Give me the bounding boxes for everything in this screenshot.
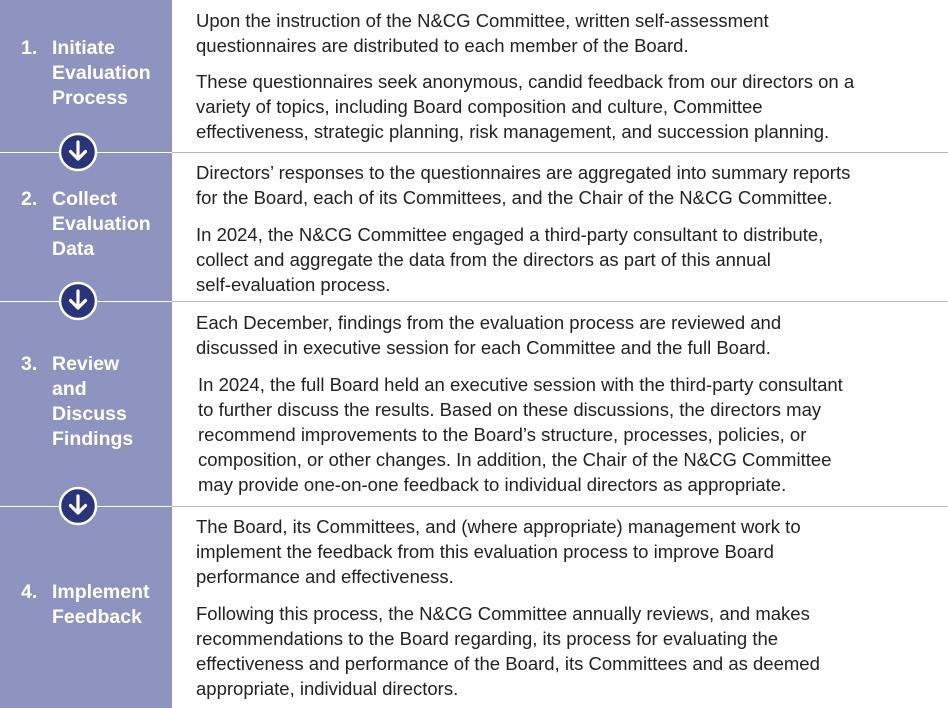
section-4-paragraph-1 (196, 514, 941, 589)
step-title-line: Implement (52, 581, 150, 603)
text-line: to further discuss the results. Based on these discussions, the directors may (198, 399, 822, 420)
step-title-line: Collect (52, 188, 118, 210)
step-title (52, 580, 167, 630)
step-number: 3. (21, 353, 38, 375)
section-3-paragraph-2 (198, 372, 943, 497)
text-line: discussed in executive session for each Committee and the full Board. (196, 337, 771, 358)
text-line: performance and effectiveness. (196, 566, 454, 587)
step-title-line: Process (52, 87, 128, 109)
text-line: The Board, its Committees, and (where appropriate) management work to (196, 516, 801, 537)
step-title-line: Discuss (52, 403, 127, 425)
text-line: for the Board, each of its Committees, and the Chair of the N&CG Committee. (196, 187, 833, 208)
section-divider (172, 506, 948, 507)
text-line: appropriate, individual directors. (196, 678, 459, 699)
section-3-paragraph-1 (196, 310, 941, 360)
section-4-paragraph-2 (196, 601, 941, 701)
step-1-label (0, 36, 172, 111)
text-line: Each December, findings from the evaluation process are reviewed and (196, 312, 782, 333)
step-title (52, 36, 167, 111)
step-title-line: Evaluation (52, 213, 151, 235)
arrow-down-circle-icon (58, 132, 98, 172)
section-1-paragraph-1 (196, 8, 941, 58)
arrow-down-circle-icon (58, 486, 98, 526)
arrow-down-circle-icon (58, 281, 98, 321)
step-title-line: and (52, 378, 87, 400)
step-4-label (0, 580, 172, 630)
step-2-label (0, 187, 172, 262)
step-title-line: Feedback (52, 606, 142, 628)
text-line: variety of topics, including Board composition and culture, Committee (196, 96, 763, 117)
step-number: 2. (21, 188, 38, 210)
text-line: Following this process, the N&CG Committee annually reviews, and makes (196, 603, 810, 624)
text-line: questionnaires are distributed to each member of the Board. (196, 35, 689, 56)
text-line: Directors’ responses to the questionnaires are aggregated into summary reports (196, 162, 851, 183)
section-divider (172, 152, 948, 153)
step-3-label (0, 352, 172, 452)
text-line: These questionnaires seek anonymous, candid feedback from our directors on a (196, 71, 855, 92)
text-line: recommend improvements to the Board’s structure, processes, policies, or (198, 424, 807, 445)
text-line: may provide one-on-one feedback to individual directors as appropriate. (198, 474, 787, 495)
step-number: 1. (21, 37, 38, 59)
section-divider (172, 301, 948, 302)
step-title (52, 352, 167, 452)
text-line: self-evaluation process. (196, 274, 391, 295)
text-line: In 2024, the N&CG Committee engaged a third-party consultant to distribute, (196, 224, 824, 245)
step-title-line: Evaluation (52, 62, 151, 84)
text-line: Upon the instruction of the N&CG Committee, written self-assessment (196, 10, 769, 31)
section-1-paragraph-2 (196, 69, 941, 144)
step-title-line: Data (52, 238, 95, 260)
step-title-line: Review (52, 353, 120, 375)
text-line: recommendations to the Board regarding, its process for evaluating the (196, 628, 779, 649)
step-number: 4. (21, 581, 38, 603)
step-title-line: Initiate (52, 37, 115, 59)
text-line: effectiveness and performance of the Board, its Committees and as deemed (196, 653, 820, 674)
section-2-paragraph-1 (196, 160, 941, 210)
text-line: effectiveness, strategic planning, risk management, and succession planning. (196, 121, 830, 142)
text-line: implement the feedback from this evaluation process to improve Board (196, 541, 774, 562)
text-line: collect and aggregate the data from the directors as part of this annual (196, 249, 771, 270)
text-line: In 2024, the full Board held an executive session with the third-party consultant (198, 374, 843, 395)
step-title-line: Findings (52, 428, 134, 450)
text-line: composition, or other changes. In addition, the Chair of the N&CG Committee (198, 449, 832, 470)
step-title (52, 187, 167, 262)
section-2-paragraph-2 (196, 222, 941, 297)
